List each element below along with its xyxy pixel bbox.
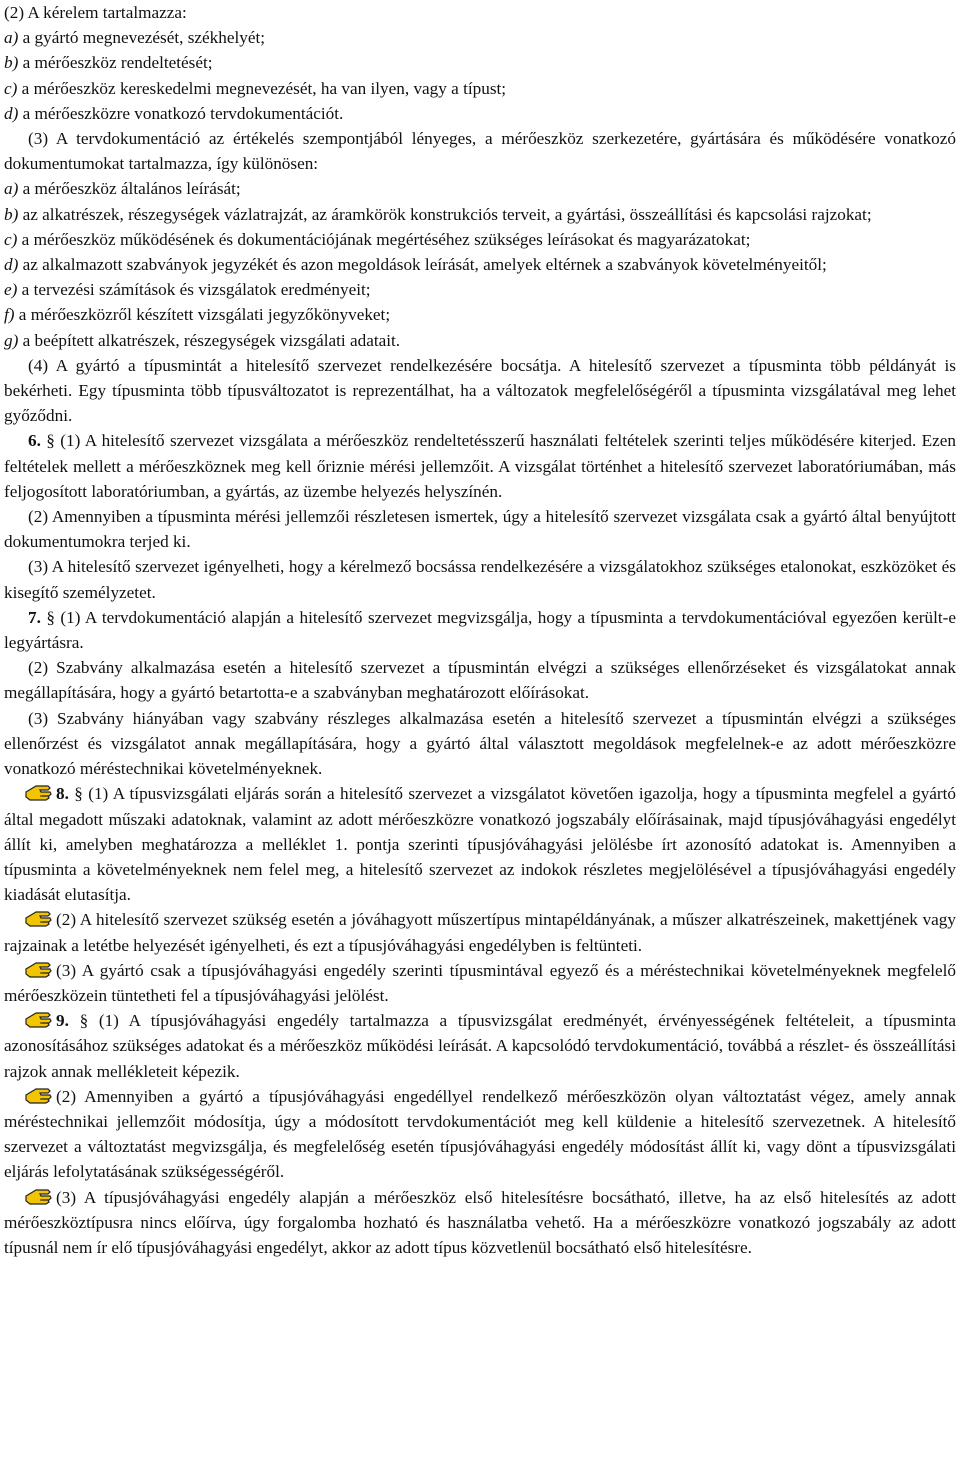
section-6-para-2: (2) Amennyiben a típusminta mérési jellemzői részletesen ismertek, úgy a hitelesítő szervezet vizsgálata csak a gyártó által benyújtott dokumentumokra terjed ki. xyxy=(4,507,956,552)
section-sign: § xyxy=(68,784,83,804)
list-item: d) az alkalmazott szabványok jegyzékét és azon megoldások leírását, amelyek eltérnek a szabványok követelményeitől; xyxy=(4,255,827,275)
section-number: 9. xyxy=(56,1011,69,1031)
list-item: b) az alkatrészek, részegységek vázlatrajzát, az áramkörök konstrukciós terveit, a gyártási, összeállítási és kapcsolási rajzokat; xyxy=(4,204,872,224)
section-9-para-2[interactable]: (2) Amennyiben a gyártó a típusjóváhagyási engedéllyel rendelkező mérőeszközön olyan változtatást végez, amely annak méréstechnikai jellemzőit módosítja, úgy a módosított tervdokumentációt meg kell küldenie a hitelesítő szervezetnek. A hitelesítő szervezet a változtatást megvizsgálja, és megfelelőség esetén típusjóváhagyási engedély módosítást állít ki, vagy dönt a típusvizsgálati eljárás lefolytatásának szükségességéről. xyxy=(4,1086,956,1182)
pointing-hand-icon[interactable] xyxy=(24,782,54,802)
section-number: 6. xyxy=(28,431,41,451)
section-6-para-3: (3) A hitelesítő szervezet igényelheti, hogy a kérelmező bocsássa rendelkezésére a vizsgálatokhoz szükséges etalonokat, eszközöket és kisegítő személyzetet. xyxy=(4,557,956,602)
list-item: e) a tervezési számítások és vizsgálatok eredményeit; xyxy=(4,280,371,300)
list-item: c) a mérőeszköz működésének és dokumentációjának megértéséhez szükséges leírásokat és magyarázatokat; xyxy=(4,229,751,249)
section-8-para-2[interactable]: (2) A hitelesítő szervezet szükség esetén a jóváhagyott műszertípus mintapéldányának, a műszer alkatrészeinek, makettjének vagy rajzainak a letétbe helyezését igényelheti, és ezt a típusjóváhagyási engedélyben is feltünteti. xyxy=(4,910,956,955)
list-item: a) a mérőeszköz általános leírását; xyxy=(4,179,241,199)
section-8-para-3[interactable]: (3) A gyártó csak a típusjóváhagyási engedély szerinti típusmintával egyező és a méréstechnikai követelményeknek megfelelő mérőeszközein tüntetheti fel a típusjóváhagyási jelölést. xyxy=(4,960,956,1005)
list-item: c) a mérőeszköz kereskedelmi megnevezését, ha van ilyen, vagy a típust; xyxy=(4,78,507,98)
section-8-para-1[interactable]: 8. § (1) A típusvizsgálati eljárás során a hitelesítő szervezet a vizsgálatot követően igazolja, hogy a típusminta megfelel a gyártó által megadott műszaki adatoknak, valamint az adott mérőeszközre vonatkozó jogszabály előírásainak, majd típusjóváhagyási engedélyt állít ki, amelyben meghatározza a melléklet 1. pontja szerinti típusjóváhagyási jelölésbe írt azonosító adatokat is. Amennyiben a típusminta a követelményeknek nem felel meg, a hitelesítő szervezet az indokok részletes megjelölésével a típusjóváhagyási engedély kiadását elutasítja. xyxy=(4,784,957,905)
list-item: a) a gyártó megnevezését, székhelyét; xyxy=(4,28,266,48)
pointing-hand-icon[interactable] xyxy=(24,1085,54,1105)
pointing-hand-icon[interactable] xyxy=(24,908,54,928)
section-sign: § xyxy=(68,1011,89,1031)
section-9-para-3[interactable]: (3) A típusjóváhagyási engedély alapján a mérőeszköz első hitelesítésre bocsátható, illetve, ha az első hitelesítés az adott mérőeszköztípusra nincs előírva, úgy forgalomba hozható és használatba vehető. Ha a mérőeszközre vonatkozó jogszabály az adott típusnál nem ír elő típusjóváhagyási engedélyt, akkor az adott típus közvetlenül bocsátható első hitelesítésre. xyxy=(4,1187,956,1257)
section-number: 8. xyxy=(56,784,69,804)
pointing-hand-icon[interactable] xyxy=(24,1186,54,1206)
section-sign: § xyxy=(40,431,55,451)
section-6-para-1: 6. § (1) A hitelesítő szervezet vizsgálata a mérőeszköz rendeltetésszerű használati feltételek szerinti teljes működésére kiterjed. Ezen feltételek mellett a mérőeszköznek meg kell őriznie mérési jellemzőit. A vizsgálat történhet a hitelesítő szervezet laboratóriumában, más feljogosított laboratóriumban, a gyártás, az üzembe helyezés helyszínén. xyxy=(4,431,956,501)
para-2-intro: (2) A kérelem tartalmazza: xyxy=(4,3,187,22)
section-7-para-1: 7. § (1) A tervdokumentáció alapján a hitelesítő szervezet megvizsgálja, hogy a típusminta a tervdokumentációval egyezően került-e legyártásra. xyxy=(4,607,956,653)
para-3: (3) A tervdokumentáció az értékelés szempontjából lényeges, a mérőeszköz szerkezetére, gyártására és működésére vonatkozó dokumentumokat tartalmazza, így különösen: xyxy=(4,129,956,174)
list-item: g) a beépített alkatrészek, részegységek vizsgálati adatait. xyxy=(4,330,401,350)
pointing-hand-icon[interactable] xyxy=(24,1009,54,1029)
section-number: 7. xyxy=(28,607,41,627)
para-4: (4) A gyártó a típusmintát a hitelesítő szervezet rendelkezésére bocsátja. A hitelesítő szervezet a típusminta több példányát is bekérheti. Egy típusminta több típusváltozatot is reprezentálhat, ha a változatok megfelelőségéről a típusminta vizsgálatával meg lehet győződni. xyxy=(4,355,956,426)
list-item: b) a mérőeszköz rendeltetését; xyxy=(4,53,213,73)
section-9-para-1[interactable]: 9. § (1) A típusjóváhagyási engedély tartalmazza a típusvizsgálat eredményét, érvényességének feltételeit, a típusminta azonosításához szükséges adatokat és a mérőeszköz működési leírását. A kapcsolódó tervdokumentáció, továbbá a részlet- és összeállítási rajzok annak mellékleteit képezik. xyxy=(4,1011,957,1081)
list-item: f) a mérőeszközről készített vizsgálati jegyzőkönyveket; xyxy=(4,305,391,325)
list-item: d) a mérőeszközre vonatkozó tervdokumentációt. xyxy=(4,103,344,123)
section-7-para-3: (3) Szabvány hiányában vagy szabvány részleges alkalmazása esetén a hitelesítő szervezet a típusmintán elvégzi a szükséges ellenőrzést és vizsgálatot annak megállapítására, hogy a gyártó által választott megoldások megfelelnek-e az adott mérőeszközre vonatkozó méréstechnikai követelményeknek. xyxy=(4,708,956,779)
pointing-hand-icon[interactable] xyxy=(24,959,54,979)
section-sign: § xyxy=(40,607,55,627)
section-7-para-2: (2) Szabvány alkalmazása esetén a hitelesítő szervezet a típusmintán elvégzi a szükséges ellenőrzéseket és vizsgálatokat annak megállapítására, hogy a gyártó betartotta-e a szabványban meghatározott előírásokat. xyxy=(4,658,956,703)
